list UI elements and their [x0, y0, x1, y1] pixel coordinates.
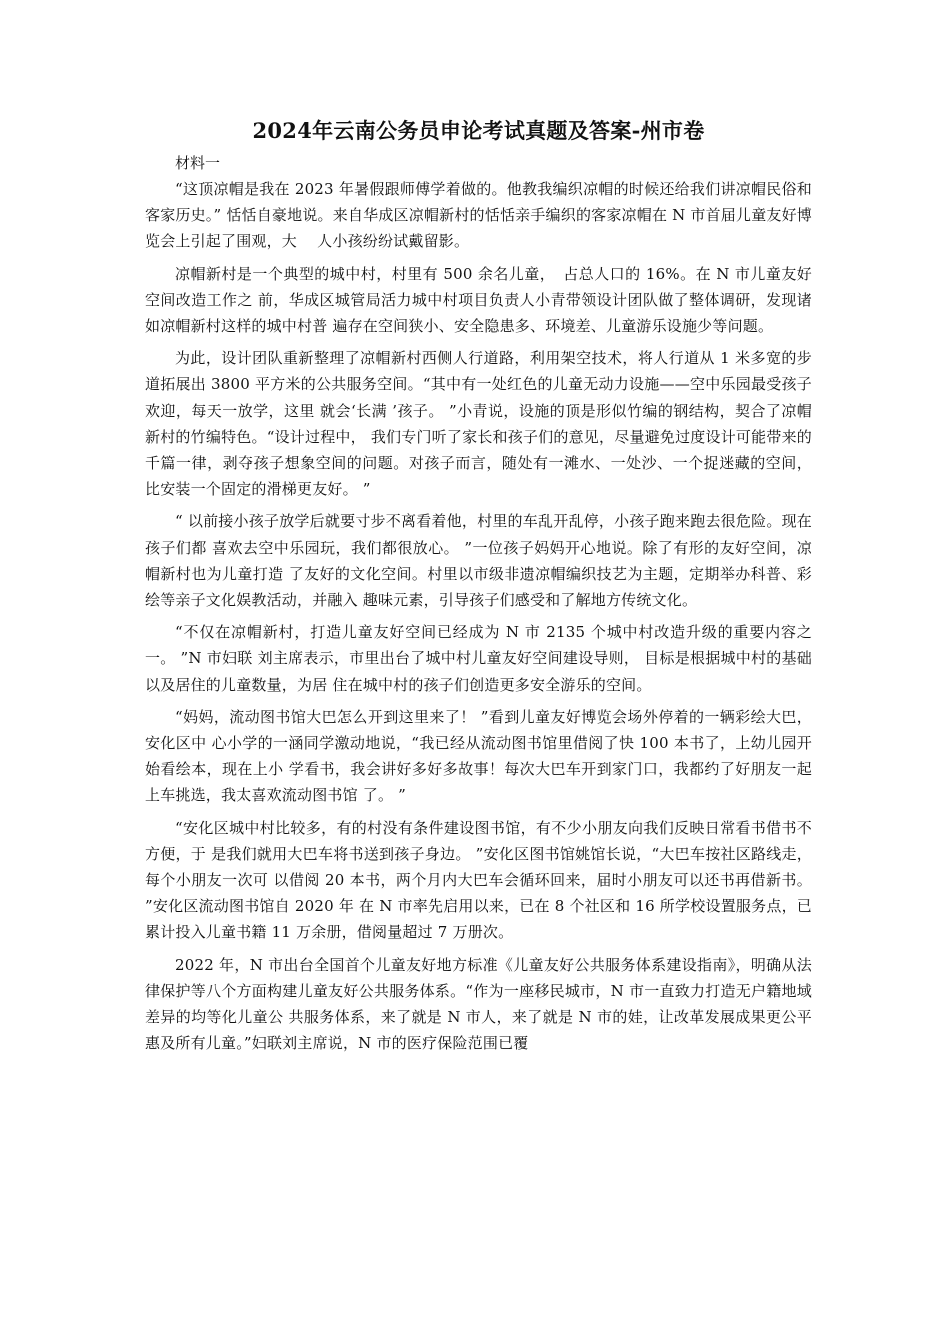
section-label: 材料一 [175, 154, 221, 172]
paragraph-8: 2022 年，N 市出台全国首个儿童友好地方标准《儿童友好公共服务体系建设指南》，明确从法律保护等八个方面构建儿童友好公共服务体系。“作为一座移民城市，N 市一直致力打造无户籍地域差异的均等化儿童公 共服务体系，来了就是 N 市人，来了就是 N 市的娃，让改革发展成果更公平惠及所有儿童。”妇联刘主席说，N 市的医疗保险范围已覆 [145, 955, 812, 1053]
paragraph-3: 为此，设计团队重新整理了凉帽新村西侧人行道路，利用架空技术，将人行道从 1 米多宽的步道拓展出 3800 平方米的公共服务空间。“其中有一处红色的儿童无动力设施——空中乐园最受孩子欢迎，每天一放学，这里 就会‘长满 ’孩子。 ”小青说，设施的顶是形似竹编的钢结构，契合了凉帽新村的竹编特色。“设计过程中， 我们专门听了家长和孩子们的意见，尽量避免过度设计可能带来的千篇一律，剥夺孩子想象空间的问题。对孩子而言，随处有一滩水、一处沙、一个捉迷藏的空间，比安装一个固定的滑梯更友好。 ” [145, 349, 812, 499]
paragraph-2: 凉帽新村是一个典型的城中村，村里有 500 余名儿童， 占总人口的 16%。在 N 市儿童友好空间改造工作之 前，华成区城管局活力城中村项目负责人小青带领设计团队做了整体调研，发现诸如凉帽新村这样的城中村普 遍存在空间狭小、安全隐患多、环境差、儿童游乐设施少等问题。 [145, 264, 812, 336]
paragraph-4: “ 以前接小孩子放学后就要寸步不离看着他，村里的车乱开乱停，小孩子跑来跑去很危险。现在孩子们都 喜欢去空中乐园玩，我们都很放心。 ”一位孩子妈妈开心地说。除了有形的友好空间，凉帽新村也为儿童打造 了友好的文化空间。村里以市级非遗凉帽编织技艺为主题，定期举办科普、彩绘等亲子文化娱教活动，并融入 趣味元素，引导孩子们感受和了解地方传统文化。 [145, 512, 812, 610]
paragraph-5: “不仅在凉帽新村，打造儿童友好空间已经成为 N 市 2135 个城中村改造升级的重要内容之一。 ”N 市妇联 刘主席表示，市里出台了城中村儿童友好空间建设导则， 目标是根据城中村的基础以及居住的儿童数量，为居 住在城中村的孩子们创造更多安全游乐的空间。 [145, 623, 812, 694]
document-title: 2024年云南公务员申论考试真题及答案-州市卷 [252, 118, 705, 143]
paragraph-1: “这顶凉帽是我在 2023 年暑假跟师傅学着做的。他教我编织凉帽的时候还给我们讲凉帽民俗和客家历史。” 恬恬自豪地说。来自华成区凉帽新村的恬恬亲手编织的客家凉帽在 N 市首届儿童友好博览会上引起了围观，大 人小孩纷纷试戴留影。 [145, 180, 813, 251]
paragraph-7: “安化区城中村比较多，有的村没有条件建设图书馆，有不少小朋友向我们反映日常看书借书不方便，于 是我们就用大巴车将书送到孩子身边。 ”安化区图书馆姚馆长说，“大巴车按社区路线走，每个小朋友一次可 以借阅 20 本书，两个月内大巴车会循环回来，届时小朋友可以还书再借新书。 ”安化区流动图书馆自 2020 年 在 N 市率先启用以来，已在 8 个社区和 16 所学校设置服务点，已累计投入儿童书籍 11 万余册，借阅量超过 7 万册次。 [145, 818, 812, 942]
paragraph-6: “妈妈，流动图书馆大巴怎么开到这里来了！ ”看到儿童友好博览会场外停着的一辆彩绘大巴，安化区中 心小学的一涵同学激动地说，“我已经从流动图书馆里借阅了快 100 本书了，上幼儿园开始看绘本，现在上小 学看书，我会讲好多好多故事！每次大巴车开到家门口，我都约了好朋友一起上车挑选，我太喜欢流动图书馆 了。 ” [145, 707, 812, 805]
